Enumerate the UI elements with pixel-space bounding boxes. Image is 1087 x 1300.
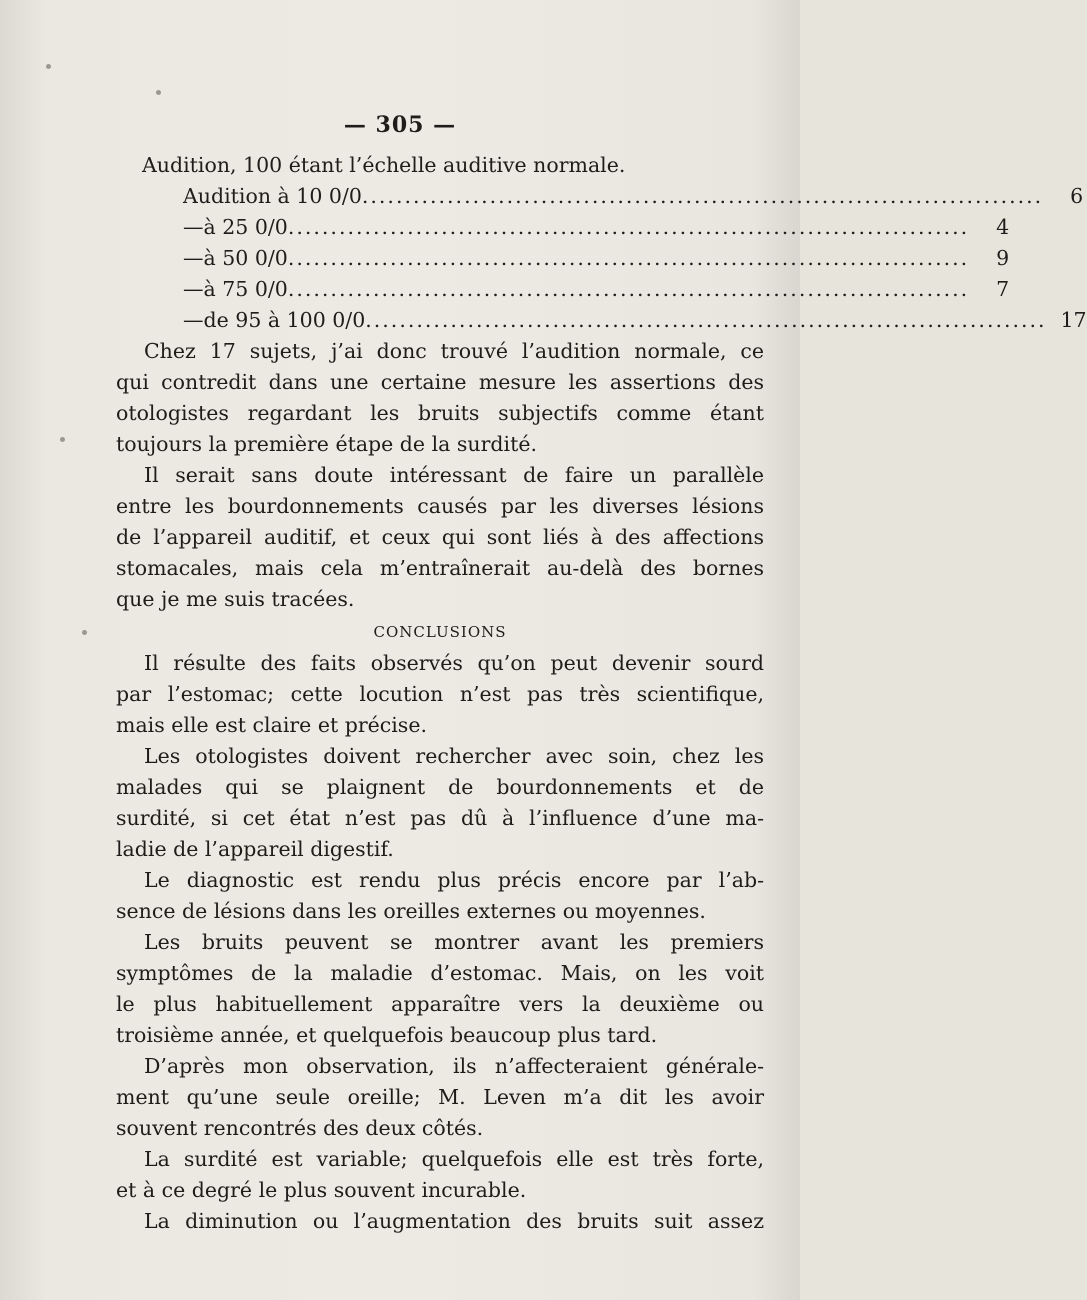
table-row [183,305,1087,336]
ditto-dash: — [183,277,204,301]
row-label: de 95 à 100 0/0 [203,308,366,332]
text-line: Les otologistes doivent rechercher avec soin, chez les [144,744,764,768]
text-line: ladie de l’appareil digestif. [116,837,394,861]
text-line: souvent rencontrés des deux côtés. [116,1116,484,1140]
leader-dots: ................................................................................ [287,277,970,301]
text-line: D’après mon observation, ils n’affecteraient générale- [144,1054,764,1078]
row-label: à 75 0/0 [203,277,288,301]
paragraph [116,1206,764,1237]
paragraphs-before [116,336,764,615]
text-line: symptômes de la maladie d’estomac. Mais, on les voit [116,961,764,985]
ditto-dash: — [183,246,204,270]
row-label: Audition à 10 0/0 [183,184,362,208]
text-line: Le diagnostic est rendu plus précis encore par l’ab- [144,868,764,892]
text-line: mais elle est claire et précise. [116,713,427,737]
table-row [183,212,1010,243]
paragraph [116,865,764,927]
paragraph [116,648,764,741]
text-line: Il résulte des faits observés qu’on peut devenir sourd [144,651,764,675]
paragraph [116,927,764,1051]
row-value: 6 [1070,184,1084,208]
table-row [183,243,1010,274]
text-line: de l’appareil auditif, et ceux qui sont liés à des affections [116,525,764,549]
body-text [116,150,1087,1237]
text-line: Il serait sans doute intéressant de faire un parallèle [144,463,764,487]
text-line: que je me suis tracées. [116,587,355,611]
paragraph [116,1144,764,1206]
row-label: à 25 0/0 [203,215,288,239]
text-line: sence de lésions dans les oreilles externes ou moyennes. [116,899,706,923]
ditto-dash: — [183,215,204,239]
row-label: à 50 0/0 [203,246,288,270]
page-number: — 305 — [343,112,457,138]
text-line: otologistes regardant les bruits subjectifs comme étant [116,401,764,425]
hearing-table [183,181,1087,336]
text-line: surdité, si cet état n’est pas dû à l’influence d’une ma- [116,806,764,830]
leader-dots: ................................................................................ [287,246,970,270]
paragraph [116,741,764,865]
paragraphs-after [116,648,764,1237]
table-row [183,274,1010,305]
intro-line: Audition, 100 étant l’échelle auditive normale. [142,153,626,177]
text-line: malades qui se plaignent de bourdonnements et de [116,775,764,799]
leader-dots: ................................................................................ [361,184,1044,208]
paragraph [116,1051,764,1144]
row-value: 9 [996,246,1010,270]
text-line: le plus habituellement apparaître vers la deuxième ou [116,992,764,1016]
text-line: Chez 17 sujets, j’ai donc trouvé l’audition normale, ce [144,339,764,363]
text-line: entre les bourdonnements causés par les diverses lésions [116,494,764,518]
leader-dots: ................................................................................ [365,308,1047,332]
text-line: troisième année, et quelquefois beaucoup plus tard. [116,1023,658,1047]
text-line: La diminution ou l’augmentation des bruits suit assez [144,1209,764,1233]
text-line: stomacales, mais cela m’entraînerait au-delà des bornes [116,556,764,580]
table-row [183,181,1084,212]
text-line: ment qu’une seule oreille; M. Leven m’a dit les avoir [116,1085,764,1109]
ink-speck [60,437,65,442]
row-value: 17 [1060,308,1087,332]
section-heading: CONCLUSIONS [373,623,507,641]
leader-dots: ................................................................................ [287,215,970,239]
text-line: et à ce degré le plus souvent incurable. [116,1178,527,1202]
row-value: 7 [996,277,1010,301]
ink-speck [82,630,87,635]
ditto-dash: — [183,308,204,332]
text-line: par l’estomac; cette locution n’est pas très scientifique, [116,682,764,706]
ink-speck [156,90,161,95]
text-line: qui contredit dans une certaine mesure les assertions des [116,370,764,394]
ink-speck [46,64,51,69]
text-line: toujours la première étape de la surdité. [116,432,537,456]
text-line: Les bruits peuvent se montrer avant les premiers [144,930,764,954]
paragraph [116,460,764,615]
row-value: 4 [996,215,1010,239]
text-line: La surdité est variable; quelquefois elle est très forte, [144,1147,764,1171]
paragraph [116,336,764,460]
